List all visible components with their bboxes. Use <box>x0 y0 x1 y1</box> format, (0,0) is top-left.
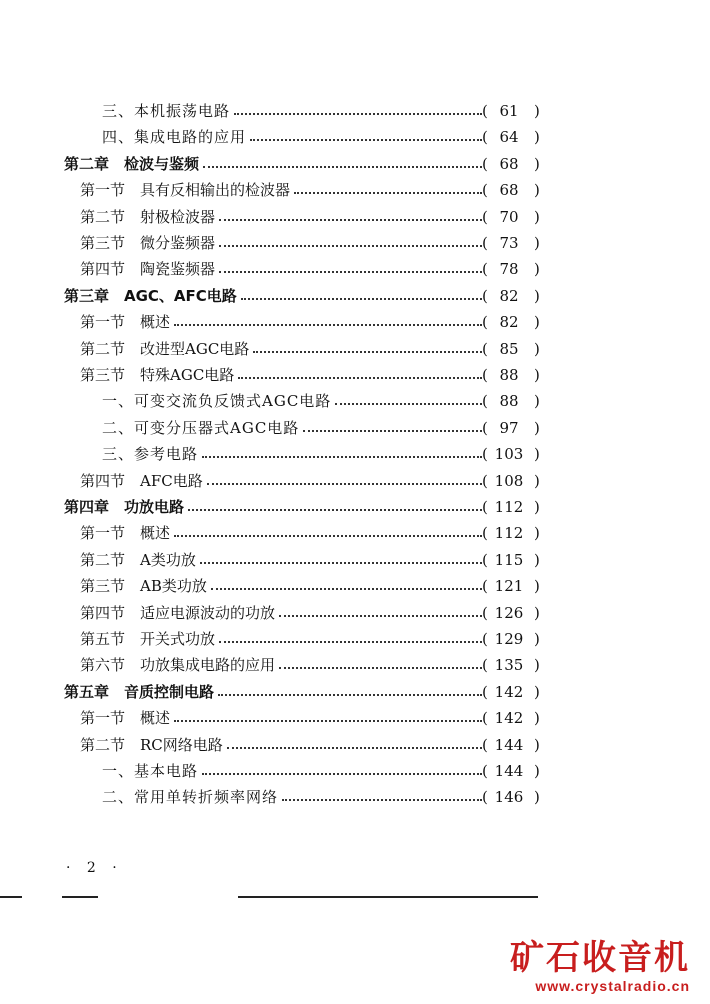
toc-entry <box>0 758 710 784</box>
page-close-paren: ) <box>534 788 540 807</box>
dot-leader <box>250 139 482 141</box>
page-close-paren: ) <box>534 445 540 464</box>
toc-entry-title: 第一节 概述 <box>80 309 172 335</box>
page-close-paren: ) <box>534 234 540 252</box>
page-close-paren: ) <box>534 181 540 200</box>
page-close-paren: ) <box>534 418 540 437</box>
toc-entry <box>0 441 710 467</box>
page-number-value: 88 <box>499 392 519 411</box>
dot-leader <box>188 509 482 511</box>
dot-leader <box>294 192 482 194</box>
dot-leader <box>335 403 482 405</box>
page-open-paren: ( <box>482 154 488 173</box>
toc-entry <box>0 309 710 335</box>
dot-leader <box>202 456 482 458</box>
toc-entry <box>0 230 710 256</box>
toc-entry <box>0 415 710 441</box>
page-open-paren: ( <box>482 709 488 728</box>
page-number-value: 68 <box>499 181 519 200</box>
page-open-paren: ( <box>482 286 488 305</box>
toc-entry-title: 第四节 AFC电路 <box>80 468 205 494</box>
page-number-value: 64 <box>499 128 519 147</box>
toc-entry-title: 第五章 音质控制电路 <box>64 679 216 705</box>
dot-leader <box>207 483 482 485</box>
page-close-paren: ) <box>534 498 540 516</box>
page-open-paren: ( <box>482 498 488 516</box>
page-number-value: 115 <box>494 550 524 569</box>
page-open-paren: ( <box>482 313 488 332</box>
dot-leader <box>279 667 482 669</box>
page-number-value: 146 <box>494 788 524 807</box>
page-number-value: 103 <box>494 445 524 464</box>
page-open-paren: ( <box>482 577 488 596</box>
dot-leader <box>279 615 482 617</box>
toc-entry-title: 第四节 适应电源波动的功放 <box>80 600 277 626</box>
page-close-paren: ) <box>534 392 540 411</box>
page-open-paren: ( <box>482 102 488 120</box>
page-close-paren: ) <box>534 524 540 543</box>
page-number-value: 142 <box>494 682 524 701</box>
toc-entry <box>0 204 710 230</box>
page-close-paren: ) <box>534 286 540 305</box>
page-close-paren: ) <box>534 102 540 120</box>
toc-entry <box>0 362 710 388</box>
page-open-paren: ( <box>482 735 488 754</box>
page-open-paren: ( <box>482 630 488 648</box>
toc-entry-title: 一、基本电路 <box>102 758 200 784</box>
toc-entry-title: 第四章 功放电路 <box>64 494 186 520</box>
page-number-value: 112 <box>494 498 524 516</box>
page-number-value: 68 <box>499 154 519 173</box>
toc-entry <box>0 784 710 810</box>
toc-entry <box>0 468 710 494</box>
toc-entry-title: 第六节 功放集成电路的应用 <box>80 652 277 678</box>
dot-leader <box>253 351 482 353</box>
page-open-paren: ( <box>482 682 488 701</box>
page-number-value: 112 <box>494 524 524 543</box>
dot-leader <box>203 166 482 168</box>
page-close-paren: ) <box>534 762 540 780</box>
toc-entry-title: 第二节 A类功放 <box>80 547 198 573</box>
toc-entry <box>0 573 710 599</box>
page-number-value: 85 <box>499 339 519 358</box>
page-open-paren: ( <box>482 788 488 807</box>
page-number-value: 135 <box>494 656 524 675</box>
dot-leader <box>202 773 482 775</box>
page-open-paren: ( <box>482 260 488 279</box>
page-close-paren: ) <box>534 709 540 728</box>
dot-leader <box>174 720 482 722</box>
toc-entry <box>0 388 710 414</box>
page-close-paren: ) <box>534 207 540 226</box>
toc-entry-title: 第二节 射极检波器 <box>80 204 217 230</box>
page-close-paren: ) <box>534 630 540 648</box>
page-number-value: 97 <box>499 418 519 437</box>
page-open-paren: ( <box>482 181 488 200</box>
watermark-name: 矿石收音机 <box>510 938 690 978</box>
page-open-paren: ( <box>482 339 488 358</box>
toc-entry-title: 三、本机振荡电路 <box>102 98 232 124</box>
toc-entry <box>0 705 710 731</box>
toc-entry <box>0 98 710 124</box>
toc-entry-title: 第一节 概述 <box>80 705 172 731</box>
page-number-value: 88 <box>499 366 519 384</box>
bottom-rule-short <box>62 896 98 898</box>
dot-leader <box>219 641 482 643</box>
toc-entry-title: 第三章 AGC、AFC电路 <box>64 283 239 309</box>
toc-entry-title: 第三节 特殊AGC电路 <box>80 362 236 388</box>
page-close-paren: ) <box>534 735 540 754</box>
dot-leader <box>219 271 482 273</box>
toc-entry <box>0 626 710 652</box>
toc-entry-title: 第二节 RC网络电路 <box>80 732 225 758</box>
page-close-paren: ) <box>534 603 540 622</box>
page-number-value: 142 <box>494 709 524 728</box>
toc-entry-title: 第三节 微分鉴频器 <box>80 230 217 256</box>
page-number-value: 82 <box>499 313 519 332</box>
page-number-value: 121 <box>494 577 524 596</box>
page-number-value: 108 <box>494 471 524 490</box>
toc-entry <box>0 336 710 362</box>
toc-entry-title: 第一节 具有反相输出的检波器 <box>80 177 292 203</box>
page-open-paren: ( <box>482 418 488 437</box>
page-number-value: 78 <box>499 260 519 279</box>
toc-entry <box>0 732 710 758</box>
dot-leader <box>227 747 482 749</box>
toc-entry <box>0 177 710 203</box>
toc-entry-title: 第一节 概述 <box>80 520 172 546</box>
page-close-paren: ) <box>534 260 540 279</box>
watermark <box>510 938 690 994</box>
toc-entry-title: 二、常用单转折频率网络 <box>102 784 280 810</box>
dot-leader <box>211 588 482 590</box>
toc-entry <box>0 679 710 705</box>
dot-leader <box>219 245 482 247</box>
dot-leader <box>219 219 482 221</box>
dot-leader <box>234 113 482 115</box>
page-close-paren: ) <box>534 682 540 701</box>
page-number-value: 129 <box>494 630 524 648</box>
page-number-value: 144 <box>494 735 524 754</box>
page-close-paren: ) <box>534 471 540 490</box>
toc-entry-title: 一、可变交流负反馈式AGC电路 <box>102 388 333 414</box>
page-open-paren: ( <box>482 603 488 622</box>
page-open-paren: ( <box>482 524 488 543</box>
toc-entry <box>0 256 710 282</box>
toc-entry <box>0 494 710 520</box>
toc-entry-title: 二、可变分压器式AGC电路 <box>102 415 301 441</box>
dot-leader <box>238 377 482 379</box>
page-open-paren: ( <box>482 207 488 226</box>
page-close-paren: ) <box>534 550 540 569</box>
page-open-paren: ( <box>482 128 488 147</box>
page-close-paren: ) <box>534 366 540 384</box>
page-close-paren: ) <box>534 313 540 332</box>
page-close-paren: ) <box>534 128 540 147</box>
page-open-paren: ( <box>482 762 488 780</box>
toc-entry-title: 第三节 AB类功放 <box>80 573 209 599</box>
page-open-paren: ( <box>482 656 488 675</box>
toc-entry-title: 第四节 陶瓷鉴频器 <box>80 256 217 282</box>
page-close-paren: ) <box>534 339 540 358</box>
dot-leader <box>241 298 482 300</box>
toc-entry <box>0 124 710 150</box>
page-open-paren: ( <box>482 471 488 490</box>
page-open-paren: ( <box>482 445 488 464</box>
bottom-rule-left <box>0 896 22 898</box>
dot-leader <box>174 324 482 326</box>
toc-entry-title: 三、参考电路 <box>102 441 200 467</box>
page-open-paren: ( <box>482 392 488 411</box>
toc-entry <box>0 151 710 177</box>
toc-entry <box>0 283 710 309</box>
dot-leader <box>174 535 482 537</box>
page-number-value: 61 <box>499 102 519 120</box>
page-open-paren: ( <box>482 366 488 384</box>
dot-leader <box>200 562 482 564</box>
toc-entry-title: 第二节 改进型AGC电路 <box>80 336 251 362</box>
toc-entry-title: 四、集成电路的应用 <box>102 124 248 150</box>
page-open-paren: ( <box>482 550 488 569</box>
page-close-paren: ) <box>534 154 540 173</box>
toc-entry <box>0 520 710 546</box>
toc-entry-title: 第五节 开关式功放 <box>80 626 217 652</box>
bottom-rule-main <box>238 896 538 898</box>
page-open-paren: ( <box>482 234 488 252</box>
page-number-value: 144 <box>494 762 524 780</box>
toc-entry <box>0 547 710 573</box>
page-close-paren: ) <box>534 577 540 596</box>
dot-leader <box>218 694 482 696</box>
dot-leader <box>303 430 482 432</box>
page-number: · 2 · <box>66 860 123 876</box>
page-number-value: 73 <box>499 234 519 252</box>
toc-entry-title: 第二章 检波与鉴频 <box>64 151 201 177</box>
toc-entry <box>0 600 710 626</box>
watermark-url: www.crystalradio.cn <box>535 978 690 994</box>
page-number-value: 82 <box>499 286 519 305</box>
page-number-value: 70 <box>499 207 519 226</box>
page-number-value: 126 <box>494 603 524 622</box>
page-close-paren: ) <box>534 656 540 675</box>
toc-entry <box>0 652 710 678</box>
dot-leader <box>282 799 482 801</box>
